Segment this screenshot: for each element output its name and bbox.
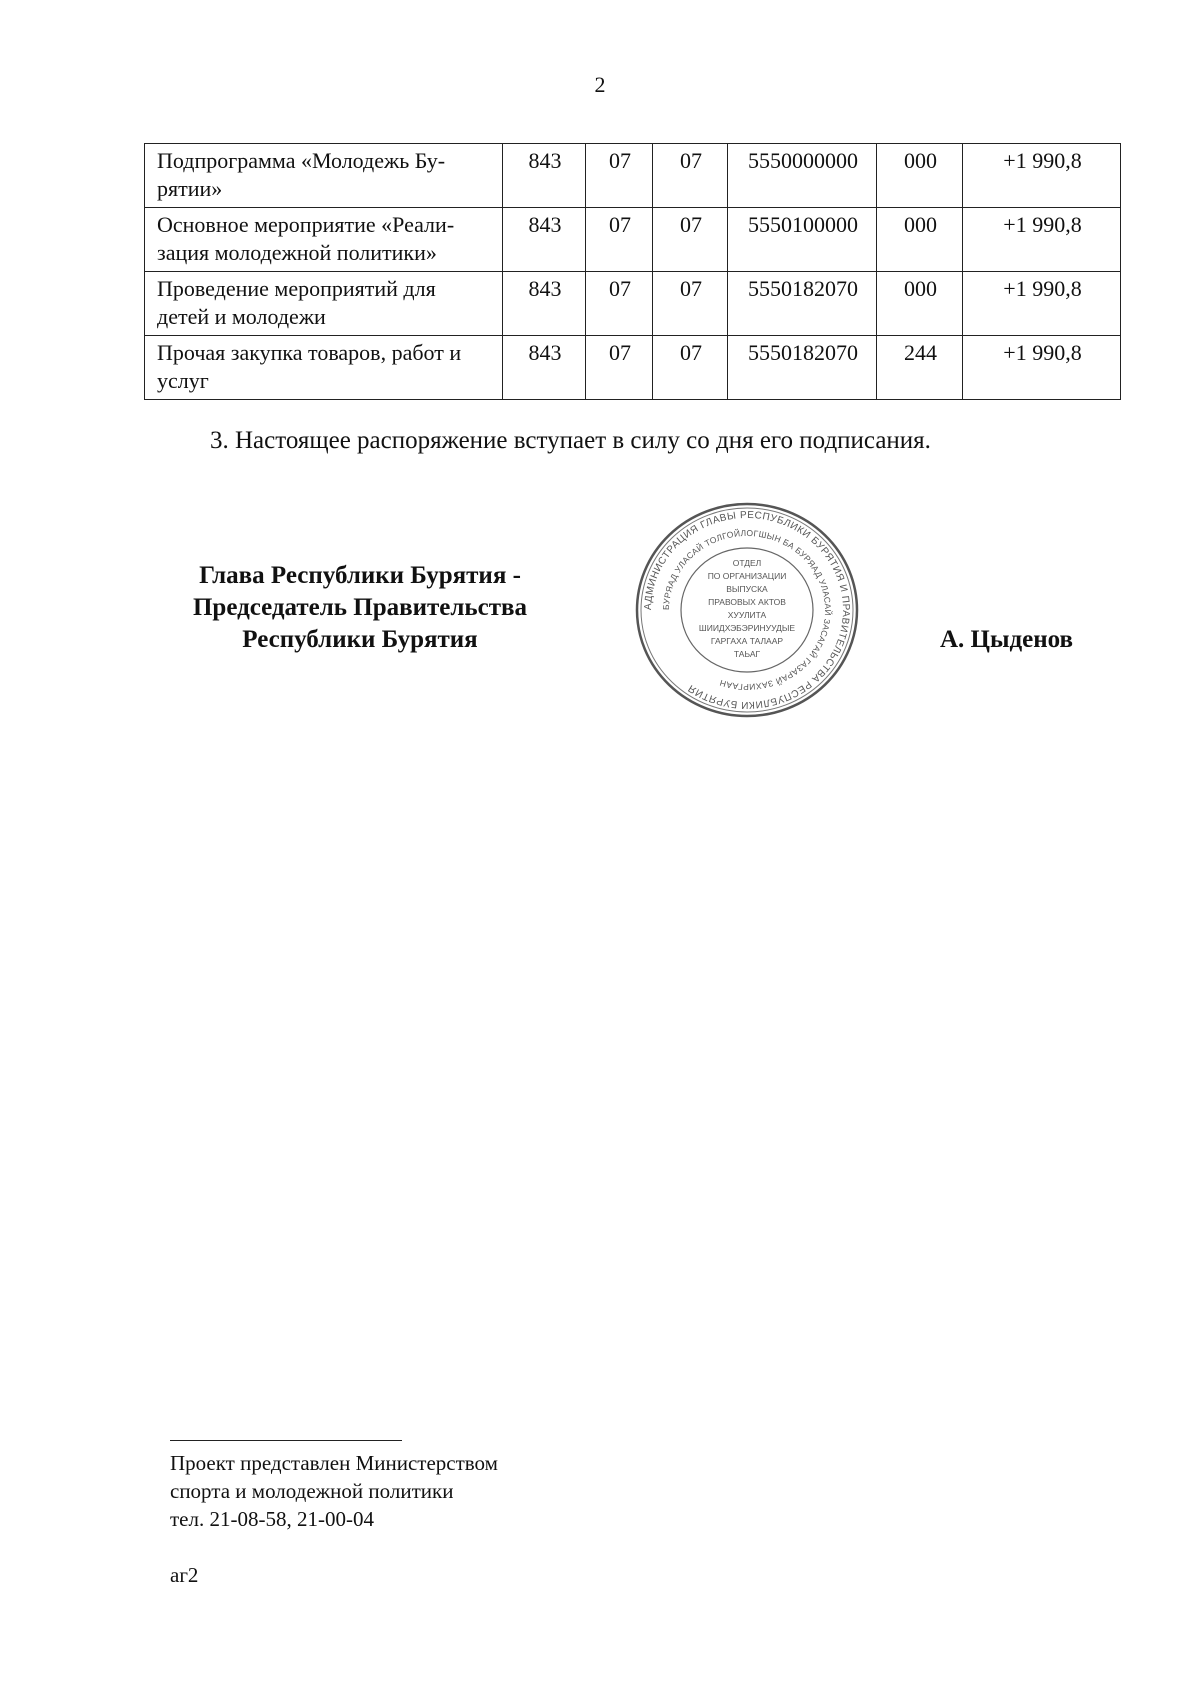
table-row: [145, 208, 1121, 272]
seal-center-line: ПРАВОВЫХ АКТОВ: [708, 597, 786, 607]
seal-center-line: ХУУЛИТА: [727, 610, 767, 620]
ministry-code-cell: 843: [503, 144, 586, 208]
target-code-cell: 5550000000: [728, 144, 877, 208]
seal-center-line: ГАРГАХА ТАЛААР: [710, 636, 784, 646]
signer-title: [150, 560, 570, 656]
item-name-cell: Проведение мероприятий для детей и молодежи: [145, 272, 503, 336]
seal-center-line: ПО ОРГАНИЗАЦИИ: [707, 571, 787, 581]
section-code-cell: 07: [586, 336, 653, 400]
clause-3: 3. Настоящее распоряжение вступает в силу со дня его подписания.: [210, 427, 931, 454]
subsection-code-cell: 07: [653, 208, 728, 272]
expense-type-cell: 244: [877, 336, 963, 400]
expense-type-cell: 000: [877, 144, 963, 208]
amount-cell: +1 990,8: [963, 144, 1121, 208]
ministry-code-cell: 843: [503, 272, 586, 336]
section-code-cell: 07: [586, 144, 653, 208]
subsection-code-cell: 07: [653, 336, 728, 400]
seal-center-line: ВЫПУСКА: [726, 584, 768, 594]
ministry-code-cell: 843: [503, 336, 586, 400]
seal-center-line: ТАЬАГ: [733, 649, 761, 659]
target-code-cell: 5550182070: [728, 336, 877, 400]
official-seal: [632, 500, 862, 720]
expense-type-cell: 000: [877, 272, 963, 336]
footnote-line-3: тел. 21-08-58, 21-00-04: [170, 1507, 374, 1531]
target-code-cell: 5550100000: [728, 208, 877, 272]
signer-title-line-1: Глава Республики Бурятия -: [199, 562, 521, 589]
seal-center-line: ШИИДХЭБЭРИНУУДЫЕ: [698, 623, 796, 633]
table-row: [145, 272, 1121, 336]
item-name-cell: Прочая закупка товаров, работ и услуг: [145, 336, 503, 400]
seal-center-line: ОТДЕЛ: [732, 558, 762, 568]
ministry-code-cell: 843: [503, 208, 586, 272]
footnote-line-1: Проект представлен Министерством: [170, 1451, 498, 1475]
item-name-cell: Подпрограмма «Молодежь Бу-рятии»: [145, 144, 503, 208]
table-row: [145, 336, 1121, 400]
footnote-line-2: спорта и молодежной политики: [170, 1479, 454, 1503]
seal-inner-ring-text: БУРЯАД УЛАСАЙ ТОЛГОЙЛОГШЫН БА БУРЯАД УЛАСАЙ ЗАСАГАЙ ГАЗАРАЙ ЗАХИРГААН: [660, 527, 834, 693]
subsection-code-cell: 07: [653, 144, 728, 208]
amount-cell: +1 990,8: [963, 272, 1121, 336]
signer-title-line-2: Председатель Правительства: [192, 594, 528, 621]
amount-cell: +1 990,8: [963, 208, 1121, 272]
target-code-cell: 5550182070: [728, 272, 877, 336]
budget-table: [144, 143, 1121, 400]
footnote-separator: [170, 1440, 402, 1441]
page-number: 2: [594, 72, 606, 97]
seal-outer-text: АДМИНИСТРАЦИЯ ГЛАВЫ РЕСПУБЛИКИ БУРЯТИЯ И ПРАВИТЕЛЬСТВА РЕСПУБЛИКИ БУРЯТИЯ: [642, 509, 852, 711]
section-code-cell: 07: [586, 208, 653, 272]
subsection-code-cell: 07: [653, 272, 728, 336]
footnote: [170, 1449, 498, 1533]
item-name-cell: Основное мероприятие «Реали-зация молодежной политики»: [145, 208, 503, 272]
expense-type-cell: 000: [877, 208, 963, 272]
signer-title-line-3: Республики Бурятия: [242, 626, 478, 653]
amount-cell: +1 990,8: [963, 336, 1121, 400]
document-code: аг2: [170, 1563, 199, 1587]
table-row: [145, 144, 1121, 208]
section-code-cell: 07: [586, 272, 653, 336]
signer-name: А. Цыденов: [940, 626, 1074, 653]
